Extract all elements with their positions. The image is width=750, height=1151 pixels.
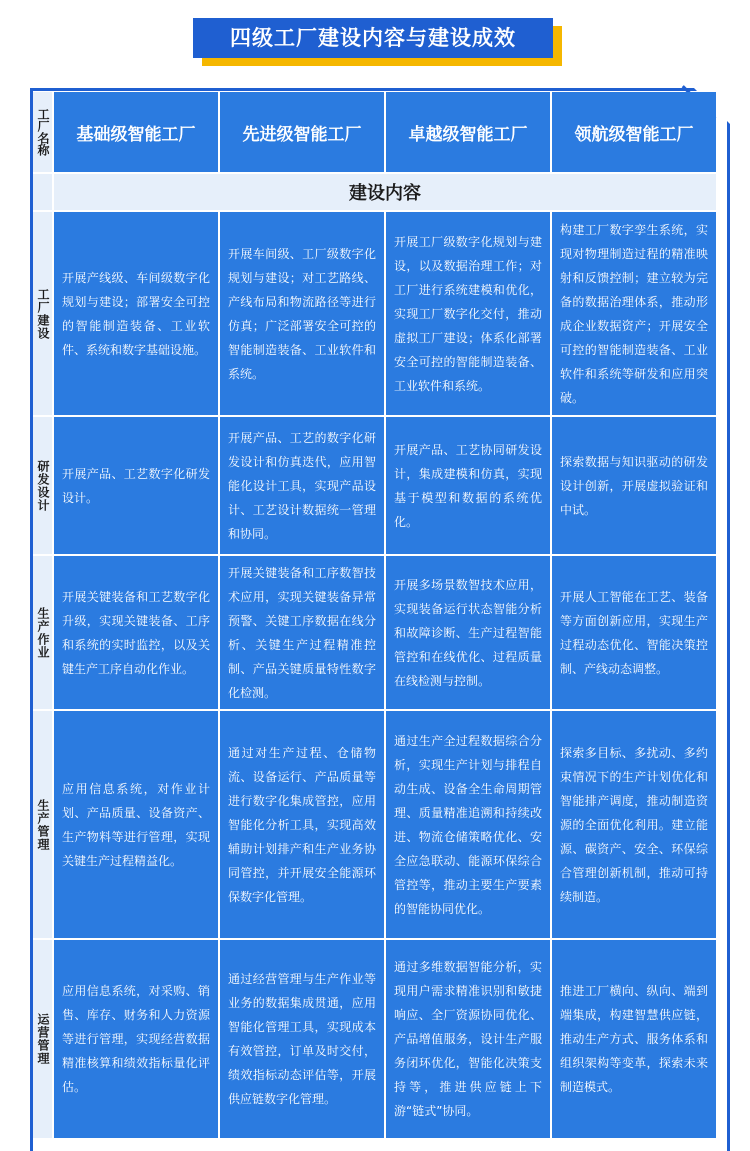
table-cell: 开展工厂级数字化规划与建设，以及数据治理工作；对工厂进行系统建模和优化，实现工厂数字化交付，推动虚拟工厂建设；体系化部署安全可控的智能制造装备、工业软件和系统。 [386,212,550,415]
table-cell: 探索数据与知识驱动的研发设计创新，开展虚拟验证和中试。 [552,417,716,554]
table-cell: 应用信息系统，对采购、销售、库存、财务和人力资源等进行管理，实现经营数据精准核算和绩效指标量化评估。 [54,940,218,1138]
table-cell: 构建工厂数字孪生系统，实现对物理制造过程的精准映射和反馈控制；建立较为完备的数据治理体系，推动形成企业数据资产；开展安全可控的智能制造装备、工业软件和系统等研发和应用突破。 [552,212,716,415]
level-header-basic: 基础级智能工厂 [54,92,218,172]
row-label-production-management: 生产管理 [33,711,52,938]
table-cell: 开展产品、工艺数字化研发设计。 [54,417,218,554]
title-banner [193,18,563,66]
level-header-excellent: 卓越级智能工厂 [386,92,550,172]
row-label-factory-construction: 工厂建设 [33,212,52,415]
section-title: 建设内容 [54,174,716,210]
level-header-advanced: 先进级智能工厂 [220,92,384,172]
construction-table [33,92,717,1138]
table-cell: 通过经营管理与生产作业等业务的数据集成贯通，应用智能化管理工具，实现成本有效管控，订单及时交付，绩效指标动态评估等，开展供应链数字化管理。 [220,940,384,1138]
level-header-leading: 领航级智能工厂 [552,92,716,172]
table-cell: 开展车间级、工厂级数字化规划与建设；对工艺路线、产线布局和物流路径等进行仿真；广泛部署安全可控的智能制造装备、工业软件和系统。 [220,212,384,415]
table-cell: 应用信息系统，对作业计划、产品质量、设备资产、生产物料等进行管理，实现关键生产过程精益化。 [54,711,218,938]
page-title: 四级工厂建设内容与建设成效 [193,18,553,58]
table-cell: 开展关键装备和工艺数字化升级，实现关键装备、工序和系统的实时监控，以及关键生产工序自动化作业。 [54,556,218,709]
table-cell: 开展产品、工艺的数字化研发设计和仿真迭代，应用智能化设计工具，实现产品设计、工艺设计数据统一管理和协同。 [220,417,384,554]
row-label-production-operation: 生产作业 [33,556,52,709]
row-label-operations-management: 运营管理 [33,940,52,1138]
table-cell: 推进工厂横向、纵向、端到端集成，构建智慧供应链，推动生产方式、服务体系和组织架构等变革，探索未来制造模式。 [552,940,716,1138]
table-cell: 开展产品、工艺协同研发设计，集成建模和仿真，实现基于模型和数据的系统优化。 [386,417,550,554]
row-label-rd-design: 研发设计 [33,417,52,554]
table-cell: 开展关键装备和工序数智技术应用，实现关键装备异常预警、关键工序数据在线分析、关键生产过程精准控制、产品关键质量特性数字化检测。 [220,556,384,709]
table-cell: 开展产线级、车间级数字化规划与建设；部署安全可控的智能制造装备、工业软件、系统和数字基础设施。 [54,212,218,415]
table-cell: 通过对生产过程、仓储物流、设备运行、产品质量等进行数字化集成管控，应用智能化分析工具，实现高效辅助计划排产和生产业务协同管控，并开展安全能源环保数字化管理。 [220,711,384,938]
table-cell: 通过生产全过程数据综合分析，实现生产计划与排程自动生成、设备全生命周期管理、质量精准追溯和持续改进、物流仓储策略优化、安全应急联动、能源环保综合管控等，推动主要生产要素的智能协同优化。 [386,711,550,938]
table-cell: 开展多场景数智技术应用，实现装备运行状态智能分析和故障诊断、生产过程智能管控和在线优化、过程质量在线检测与控制。 [386,556,550,709]
table-cell: 探索多目标、多扰动、多约束情况下的生产计划优化和智能排产调度，推动制造资源的全面优化利用。建立能源、碳资产、安全、环保综合管理创新机制，推动可持续制造。 [552,711,716,938]
table-cell: 通过多维数据智能分析，实现用户需求精准识别和敏捷响应、全厂资源协同优化、产品增值服务，设计生产服务闭环优化，智能化决策支持等，推进供应链上下游“链式”协同。 [386,940,550,1138]
table-cell: 开展人工智能在工艺、装备等方面创新应用，实现生产过程动态优化、智能决策控制、产线动态调整。 [552,556,716,709]
corner-label: 工厂名称 [33,92,52,172]
section-side-spacer [33,174,52,210]
